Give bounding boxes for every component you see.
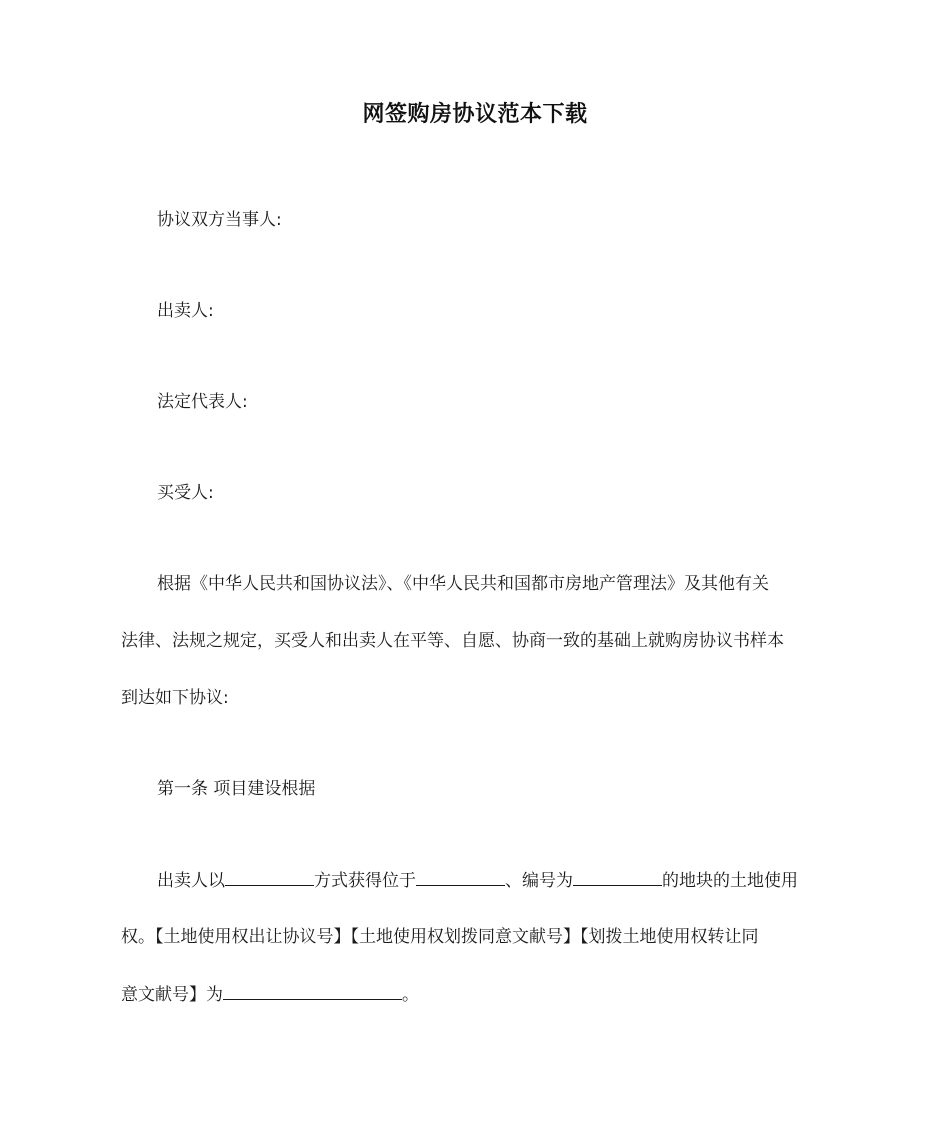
- document-title: 网签购房协议范本下载: [362, 102, 588, 127]
- article-1-text-e: 意文献号】为: [121, 985, 223, 1005]
- parcel-number-blank: [573, 869, 662, 886]
- article-1-heading: 第一条 项目建设根据: [157, 779, 316, 799]
- acquisition-method-blank: [225, 869, 314, 886]
- legal-representative-label: 法定代表人:: [157, 392, 248, 412]
- article-1-text-a: 出卖人以: [157, 871, 225, 891]
- buyer-label: 买受人:: [157, 483, 214, 503]
- article-1-text-b: 方式获得位于: [314, 871, 416, 891]
- article-1-line-2: 权。【土地使用权出让协议号】【土地使用权划拨同意文献号】【划拨土地使用权转让同: [121, 927, 759, 947]
- article-1-line-3: [121, 983, 831, 1006]
- parties-heading: 协议双方当事人:: [157, 210, 282, 230]
- article-1-text-d: 的地块的土地使用: [662, 871, 798, 891]
- seller-label: 出卖人:: [157, 301, 214, 321]
- document-number-blank: [223, 983, 402, 1000]
- article-1-text-c: 、编号为: [505, 871, 573, 891]
- preamble-line-2: 法律、法规之规定，买受人和出卖人在平等、自愿、协商一致的基础上就购房协议书样本: [121, 631, 784, 651]
- article-1-text-f: 。: [402, 985, 419, 1005]
- preamble-line-3: 到达如下协议:: [121, 688, 229, 708]
- preamble-line-1: 根据《中华人民共和国协议法》、《中华人民共和国都市房地产管理法》及其他有关: [157, 574, 769, 594]
- article-1-line-1: [121, 869, 867, 892]
- location-blank: [416, 869, 505, 886]
